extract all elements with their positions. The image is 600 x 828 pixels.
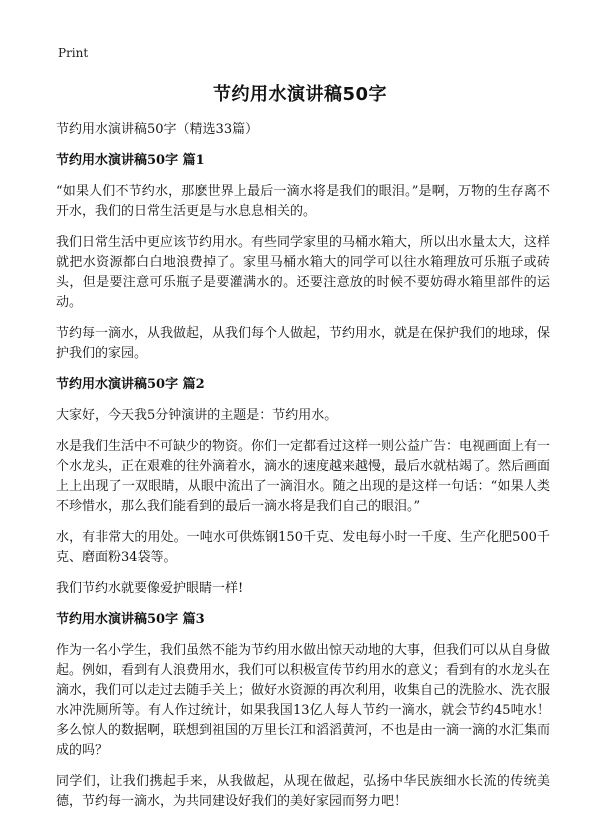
paragraph: 作为一名小学生，我们虽然不能为节约用水做出惊天动地的大事，但我们可以从自身做起。例如，看到有人浪费用水，我们可以积极宣传节约用水的意义；看到有的水龙头在滴水，我们可以走过去随手关上；做好水资源的再次利用，收集自己的洗脸水、洗衣服水冲洗厕所等。有人作过统计，如果我国13亿人每人节约一滴水，就会节约45吨水！多么惊人的数据啊，联想到祖国的万里长江和滔滔黄河，不也是由一滴一滴的水汇集而成的吗？ <box>56 643 551 758</box>
section-3 <box>56 610 550 812</box>
paragraph: 节约每一滴水，从我做起，从我们每个人做起，节约用水，就是在保护我们的地球，保护我们的家园。 <box>56 326 551 361</box>
section-heading: 节约用水演讲稿50字 篇1 <box>56 153 205 168</box>
section-1 <box>56 151 550 364</box>
page-title: 节约用水演讲稿50字 <box>212 84 388 105</box>
paragraph: 我们日常生活中更应该节约用水。有些同学家里的马桶水箱大，所以出水量太大，这样就把水资源都白白地浪费掉了。家里马桶水箱大的同学可以往水箱理放可乐瓶子或砖头，但是要注意可乐瓶子是要灌满水的。还要注意放的时候不要妨碍水箱里部件的运动。 <box>56 235 551 310</box>
section-heading: 节约用水演讲稿50字 篇2 <box>56 377 205 392</box>
paragraph: 同学们，让我们携起手来，从我做起，从现在做起，弘扬中华民族细水长流的传统美德，节约每一滴水，为共同建设好我们的美好家园而努力吧！ <box>56 774 550 809</box>
section-2 <box>56 375 550 599</box>
paragraph: 我们节约水就要像爱护眼睛一样! <box>56 581 244 596</box>
paragraph: “如果人们不节约水，那麽世界上最后一滴水将是我们的眼泪。”是啊，万物的生存离不开水，我们的日常生活更是与水息息相关的。 <box>56 184 550 219</box>
paragraph: 水，有非常大的用处。一吨水可供炼钢150千克、发电每小时一千度、生产化肥500千克、磨面粉34袋等。 <box>56 530 550 565</box>
section-heading: 节约用水演讲稿50字 篇3 <box>56 612 205 627</box>
paragraph: 大家好，今天我5分钟演讲的主题是：节约用水。 <box>56 408 338 423</box>
article-subtitle: 节约用水演讲稿50字（精选33篇） <box>56 122 259 137</box>
print-link[interactable]: Print <box>58 46 89 60</box>
article-body <box>56 120 550 823</box>
paragraph: 水是我们生活中不可缺少的物资。你们一定都看过这样一则公益广告：电视画面上有一个水龙头，正在艰难的往外滴着水，滴水的速度越来越慢，最后水就枯竭了。然后画面上上出现了一双眼睛，从眼中流出了一滴泪水。随之出现的是这样一句话：“如果人类不珍惜水，那么我们能看到的最后一滴水将是我们自己的眼泪。” <box>56 439 551 514</box>
